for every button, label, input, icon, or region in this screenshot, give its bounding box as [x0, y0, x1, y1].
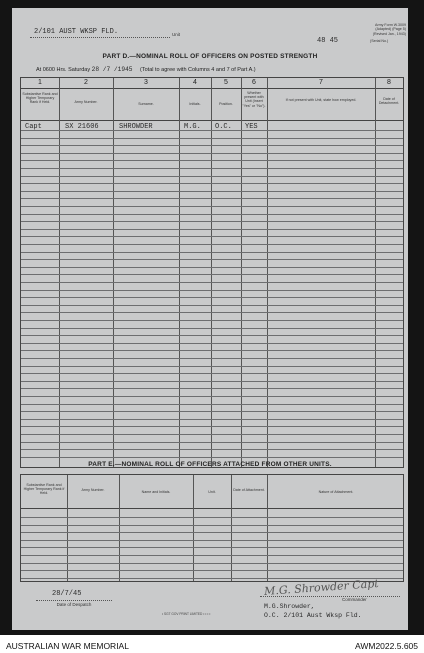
archive-footer: [0, 635, 424, 653]
column-number: 8: [387, 79, 391, 86]
form-info: [354, 23, 406, 36]
column-divider: [119, 475, 120, 581]
row-rule: [21, 404, 403, 405]
column-header-initials: Initials.: [189, 102, 201, 106]
row-rule: [21, 419, 403, 420]
column-divider: [267, 78, 268, 467]
footer-institution: AUSTRALIAN WAR MEMORIAL: [6, 641, 129, 651]
row-rule: [21, 229, 403, 230]
column-header-detachment: Date of Detachment.: [378, 97, 400, 106]
cell-position: O.C.: [215, 123, 232, 131]
row-rule: [21, 145, 403, 146]
row-rule: [21, 198, 403, 199]
column-divider: [67, 475, 68, 581]
column-header-position: Position.: [219, 102, 233, 106]
row-rule: [21, 358, 403, 359]
row-rule: [21, 532, 403, 533]
part-d-date-prefix: At 0600 Hrs. Saturday: [36, 67, 91, 73]
row-rule: [21, 396, 403, 397]
row-rule: [21, 312, 403, 313]
column-divider: [375, 78, 376, 467]
row-rule: [21, 206, 403, 207]
column-header-army-number: Army Number.: [81, 488, 105, 492]
row-rule: [21, 160, 403, 161]
column-divider: [59, 78, 60, 467]
row-rule: [21, 434, 403, 435]
column-number: 7: [319, 79, 323, 86]
row-rule: [21, 570, 403, 571]
column-header-employed: If not present with Unit, state how employed.: [285, 98, 357, 102]
column-number: 6: [252, 79, 256, 86]
column-header-unit: Unit.: [208, 490, 216, 494]
row-rule: [21, 320, 403, 321]
unit-underline: [30, 37, 170, 38]
part-d-date-suffix: (Total to agree with Columns 4 and 7 of Part A.): [140, 67, 256, 73]
column-number: 2: [84, 79, 88, 86]
row-rule: [21, 221, 403, 222]
row-rule: [21, 442, 403, 443]
cell-rank: Capt: [25, 123, 42, 131]
row-rule: [21, 350, 403, 351]
row-rule: [21, 252, 403, 253]
form-info-line: Army Form W.3009: [375, 23, 406, 27]
row-rule: [21, 381, 403, 382]
row-rule: [21, 183, 403, 184]
cell-surname: SHROWDER: [119, 123, 153, 131]
part-e-title: PART E.—NOMINAL ROLL OF OFFICERS ATTACHED FROM OTHER UNITS.: [88, 461, 332, 468]
column-header-army-number: Army Number.: [74, 100, 98, 104]
column-number: 3: [144, 79, 148, 86]
column-header-name: Name and Initials.: [141, 490, 171, 494]
column-divider: [179, 78, 180, 467]
signer-title: O.C. 2/101 Aust Wksp Fld.: [264, 612, 362, 619]
header-rule: [21, 508, 403, 509]
despatch-date-value: 28/7/45: [52, 590, 82, 598]
row-rule: [21, 335, 403, 336]
row-rule: [21, 259, 403, 260]
row-rule: [21, 168, 403, 169]
row-rule: [21, 517, 403, 518]
row-rule: [21, 457, 403, 458]
row-rule: [21, 297, 403, 298]
part-e-table: [20, 474, 404, 582]
serial-label: (Serial No.): [370, 39, 389, 43]
row-rule: [21, 267, 403, 268]
row-rule: [21, 244, 403, 245]
column-header-present: Whether present with Unit (Insert "Yes" or "No").: [242, 91, 266, 108]
part-d-date-line: [36, 66, 256, 73]
part-d-title: PART D.—NOMINAL ROLL OF OFFICERS ON POSTED STRENGTH: [102, 53, 318, 60]
row-rule: [21, 328, 403, 329]
row-rule: [21, 138, 403, 139]
column-number: 5: [224, 79, 228, 86]
signer-name: M.G.Shrowder,: [264, 603, 315, 610]
row-rule: [21, 449, 403, 450]
column-divider: [231, 475, 232, 581]
printer-line: • SGT GOV PRINT LIMITED • • • •: [162, 612, 211, 616]
row-rule: [21, 525, 403, 526]
serial-value: 48 45: [317, 37, 339, 45]
row-rule: [21, 191, 403, 192]
column-number: 4: [193, 79, 197, 86]
cell-present: YES: [245, 123, 258, 131]
column-header-surname: Surname.: [138, 102, 154, 106]
row-rule: [21, 555, 403, 556]
unit-value: 2/101 AUST WKSP FLD.: [34, 28, 119, 36]
column-divider: [267, 475, 268, 581]
cell-initials: M.G.: [184, 123, 201, 131]
column-divider: [241, 78, 242, 467]
row-rule: [21, 214, 403, 215]
row-rule: [21, 176, 403, 177]
row-rule: [21, 153, 403, 154]
column-header-attachment-date: Date of Attachment.: [233, 488, 265, 492]
column-divider: [211, 78, 212, 467]
row-rule: [21, 366, 403, 367]
cell-army-number: SX 21606: [65, 123, 99, 131]
document-page: [12, 8, 408, 630]
column-divider: [193, 475, 194, 581]
row-rule: [21, 290, 403, 291]
commander-label: Commander: [342, 597, 367, 602]
column-header-attachment-nature: Nature of Attachment.: [318, 490, 354, 494]
footer-accession-number: AWM2022.5.605: [355, 641, 418, 651]
unit-label: Unit: [172, 32, 181, 37]
column-header-rank: Substantive Rank and Higher Temporary Rank if Held.: [22, 92, 58, 105]
column-number-rule: [21, 88, 403, 89]
despatch-date-label: Date of Despatch: [56, 602, 92, 607]
row-rule: [21, 282, 403, 283]
column-divider: [113, 78, 114, 467]
row-rule: [21, 540, 403, 541]
row-rule: [21, 305, 403, 306]
form-info-line: (Adapted) (Page 5): [375, 27, 406, 32]
row-rule: [21, 563, 403, 564]
row-rule: [21, 130, 403, 131]
row-rule: [21, 343, 403, 344]
commander-signature: M.G. Shrowder Capt: [263, 577, 380, 598]
row-rule: [21, 426, 403, 427]
signature-underline: [260, 596, 400, 597]
row-rule: [21, 547, 403, 548]
row-rule: [21, 274, 403, 275]
row-rule: [21, 236, 403, 237]
row-rule: [21, 373, 403, 374]
header-rule: [21, 120, 403, 121]
column-header-rank: Substantive Rank and Higher Temporary Rank if Held.: [23, 483, 65, 496]
part-d-table: [20, 77, 404, 468]
column-number: 1: [38, 79, 42, 86]
row-rule: [21, 388, 403, 389]
row-rule: [21, 411, 403, 412]
part-d-date-value: 28 /7 /1945: [91, 66, 133, 73]
despatch-date-underline: [36, 600, 112, 601]
form-info-line: (Revised Jan., 1943): [372, 31, 406, 36]
